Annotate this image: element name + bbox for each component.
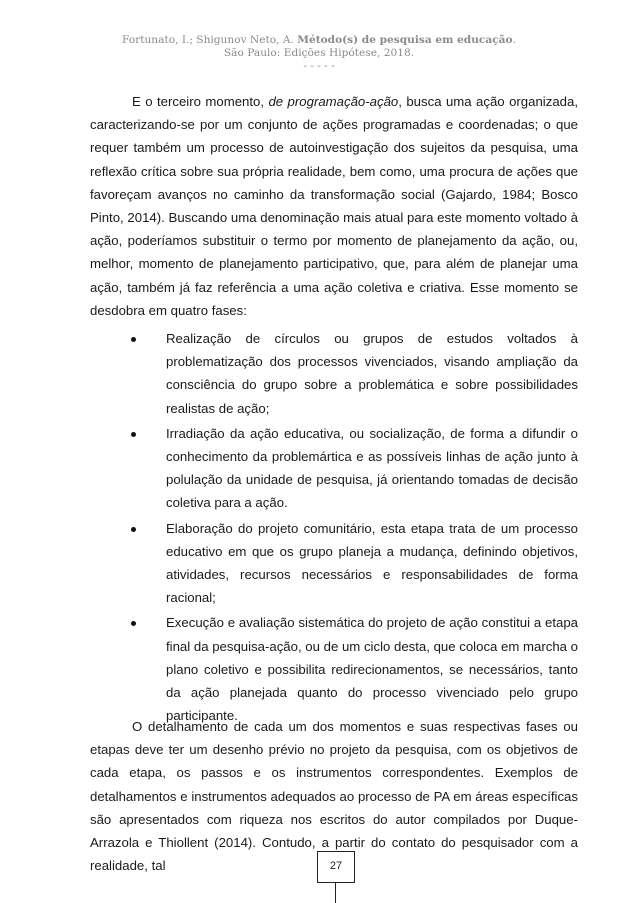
page-number-stem	[335, 883, 336, 903]
paragraph-2-text: O detalhamento de cada um dos momentos e suas respectivas fases ou etapas deve ter um desenho prévio no projeto da pesquisa, com os objetivos de cada etapa, os passos e os instrumentos correspondentes. Exemplos de detalhamentos e instrumentos adequados ao processo de PA em áreas específicas são apresentados com riqueza nos escritos do autor compilados por Duque-Arrazola e Thiollent (2014). Contudo, a partir do contato do pesquisador com a realidade, tal	[90, 719, 578, 874]
list-item	[90, 517, 578, 610]
list-item	[90, 611, 578, 727]
paragraph-1-lead: E o terceiro momento,	[132, 94, 269, 109]
paragraph-1-emphasis: de programação-ação	[268, 94, 399, 109]
header-citation-line	[0, 34, 638, 47]
page-number: 27	[329, 860, 343, 872]
header-publisher: São Paulo: Edições Hipótese, 2018.	[223, 47, 415, 59]
paragraph-1	[90, 90, 578, 322]
list-item-text: Elaboração do projeto comunitário, esta etapa trata de um processo educativo em que os grupo planeja a mudança, definindo objetivos, atividades, recursos necessários e responsabilidades de forma racional;	[166, 520, 578, 606]
phases-list	[90, 327, 578, 727]
running-header	[0, 34, 638, 73]
header-separator: - - - - -	[303, 60, 335, 72]
list-item	[90, 327, 578, 420]
bullet-icon	[131, 432, 136, 437]
bullet-icon	[131, 527, 136, 532]
header-book-title: Método(s) de pesquisa em educação	[297, 34, 513, 46]
list-item-text: Execução e avaliação sistemática do projeto de ação constitui a etapa final da pesquisa-ação, ou de um ciclo desta, que coloca em marcha o plano coletivo e possibilita redirecionamentos, se necessários, tanto da ação planejada quanto do processo vivenciado pelo grupo participante.	[166, 615, 578, 724]
list-item-text: Irradiação da ação educativa, ou socialização, de forma a difundir o conhecimento da problemártica e as possíveis linhas de ação junto à polulação da unidade de pesquisa, já orientando tomadas de decisão coletiva para a ação.	[166, 425, 578, 511]
list-item	[90, 422, 578, 515]
list-item-text: Realização de círculos ou grupos de estudos voltados à problematização dos processos vivenciados, visando ampliação da consciência do grupo sobre a problemática e sobre possibilidades realistas de ação;	[166, 331, 578, 416]
paragraph-1-text	[90, 90, 578, 322]
header-title-period: .	[512, 34, 516, 46]
bullet-icon	[131, 337, 136, 342]
bullet-icon	[131, 621, 136, 626]
paragraph-1-rest: , busca uma ação organizada, caracterizando-se por um conjunto de ações programadas e coordenadas; o que requer também um processo de autoinvestigação dos sujeitos da pesquisa, uma reflexão crítica sobre sua própria realidade, bem como, uma procura de ações que favoreçam avanços no caminho da transformação social (Gajardo, 1984; Bosco Pinto, 2014). Buscando uma denominação mais atual para este momento voltado à ação, poderíamos substituir o termo por momento de planejamento da ação, ou, melhor, momento de planejamento participativo, que, para além de planejar uma ação, também já faz referência a uma ação coletiva e criativa. Esse momento se desdobra em quatro fases:	[90, 94, 578, 318]
header-authors: Fortunato, I.; Shigunov Neto, A.	[122, 34, 294, 46]
page-number-box	[317, 851, 355, 883]
